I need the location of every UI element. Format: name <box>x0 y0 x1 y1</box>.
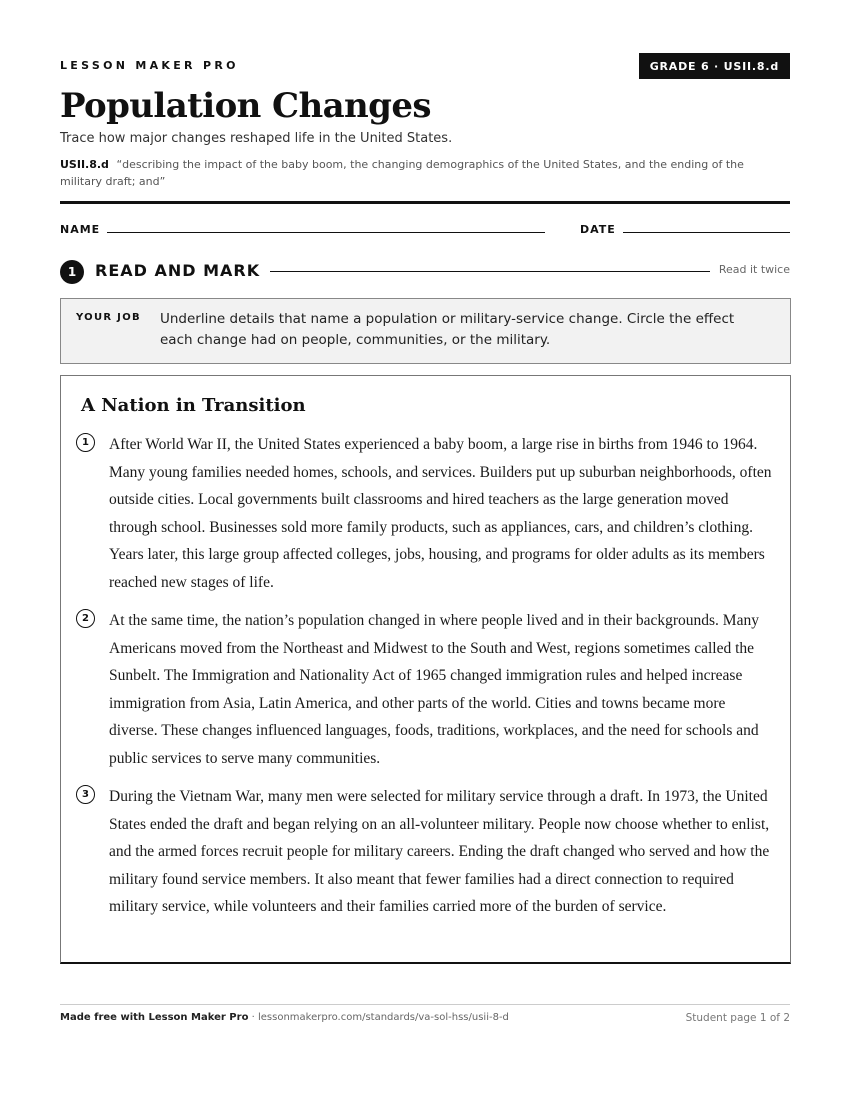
paragraph-number-badge: 2 <box>76 609 95 628</box>
date-label: DATE <box>580 223 616 236</box>
instructions-box <box>60 298 791 364</box>
paragraph-number-badge: 1 <box>76 433 95 452</box>
name-label: NAME <box>60 223 101 236</box>
section-divider <box>270 271 710 272</box>
passage-title: A Nation in Transition <box>81 395 306 416</box>
standard-text: “describing the impact of the baby boom, the changing demographics of the United States, and the ending of the military draft; and” <box>60 158 744 188</box>
reading-passage <box>60 375 791 964</box>
header-divider <box>60 201 790 204</box>
footer-divider <box>60 1004 790 1005</box>
brand-name: LESSON MAKER PRO <box>60 59 239 72</box>
paragraph-text: At the same time, the nation’s population changed in where people lived and in their backgrounds. Many Americans moved from the Northeast and Midwest to the South and West, regions sometimes called the Sunbelt. The Immigration and Nationality Act of 1965 changed immigration rules and helped increase immigration from Asia, Latin America, and other parts of the world. Cities and towns became more diverse. These changes influenced languages, foods, traditions, workplaces, and the need for schools and public services to serve many communities. <box>109 612 759 767</box>
footer-url-link[interactable]: lessonmakerpro.com/standards/va-sol-hss/usii-8-d <box>257 1012 509 1023</box>
page-title: Population Changes <box>60 86 431 126</box>
date-field[interactable] <box>623 232 790 233</box>
grade-badge: GRADE 6 · USII.8.d <box>639 53 790 79</box>
footer-brand: Made free with Lesson Maker Pro <box>60 1012 249 1023</box>
instructions-text: Underline details that name a population or military-service change. Circle the effect each change had on people, communities, or the military. <box>160 311 735 348</box>
section-number-badge: 1 <box>60 260 84 284</box>
page-indicator: Student page 1 of 2 <box>685 1012 790 1024</box>
paragraph-number-badge: 3 <box>76 785 95 804</box>
section-hint: Read it twice <box>718 263 790 276</box>
section-title: READ AND MARK <box>95 261 261 280</box>
footer-separator: · <box>248 1012 258 1023</box>
footer-credit <box>60 1012 509 1023</box>
paragraph-text: After World War II, the United States experienced a baby boom, a large rise in births from 1946 to 1964. Many young families needed homes, schools, and services. Builders put up suburban neighborhoods, often outside cities. Local governments built classrooms and hired teachers as the large generation moved through school. Businesses sold more family products, such as appliances, cars, and children’s clothing. Years later, this large group affected colleges, jobs, housing, and programs for older adults as its members reached new stages of life. <box>109 436 772 591</box>
instructions-label: YOUR JOB <box>76 312 141 323</box>
standard-code: USII.8.d <box>60 158 109 171</box>
name-field[interactable] <box>107 232 545 233</box>
standard-description <box>60 156 780 190</box>
page-subtitle: Trace how major changes reshaped life in the United States. <box>60 131 453 146</box>
paragraph-text: During the Vietnam War, many men were selected for military service through a draft. In 1973, the United States ended the draft and began relying on an all-volunteer military. People now choose whether to enlist, and the armed forces recruit people for military careers. Ending the draft changed who served and how the military found service members. It also meant that fewer families had a direct connection to required military service, while volunteers and their families carried more of the burden of service. <box>109 788 770 916</box>
